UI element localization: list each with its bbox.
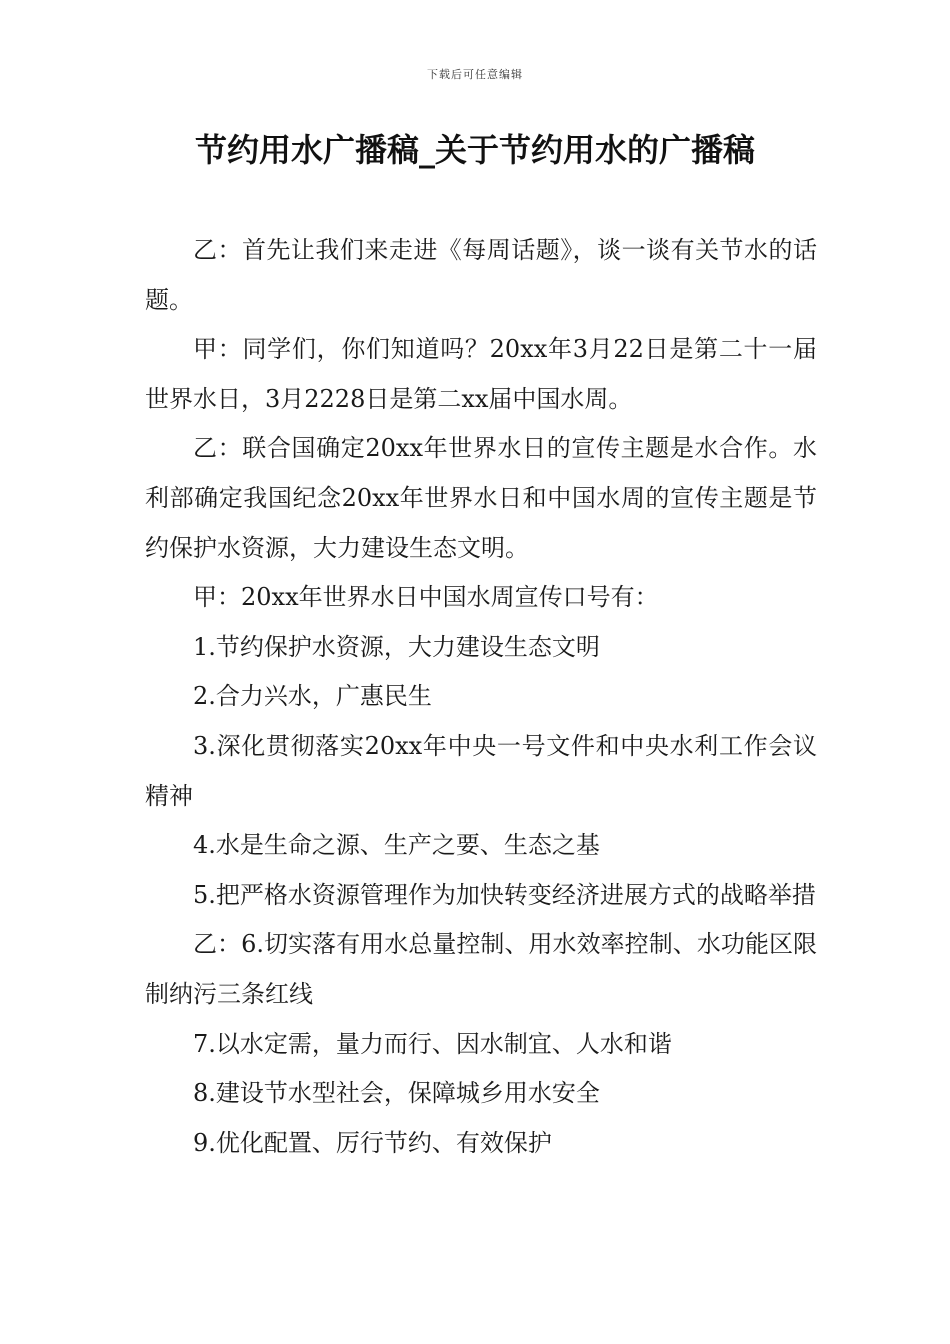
list-item: 4.水是生命之源、生产之要、生态之基: [193, 831, 600, 860]
document-title: 节约用水广播稿_关于节约用水的广播稿: [194, 131, 755, 169]
paragraph: 乙：联合国确定20xx年世界水日的宣传主题是水合作。水利部确定我国纪念20xx年世界水日和中国水周的宣传主题是节约保护水资源，大力建设生态文明。: [145, 434, 817, 562]
paragraph: 乙：首先让我们来走进《每周话题》，谈一谈有关节水的话题。: [145, 236, 817, 314]
list-item: 乙：6.切实落有用水总量控制、用水效率控制、水功能区限制纳污三条红线: [145, 930, 817, 1008]
document-body: [145, 226, 817, 1168]
paragraph: 甲：同学们，你们知道吗？20xx年3月22日是第二十一届世界水日，3月2228日是第二xx届中国水周。: [145, 335, 817, 413]
list-item: 2.合力兴水，广惠民生: [193, 682, 432, 711]
list-item: 3.深化贯彻落实20xx年中央一号文件和中央水利工作会议精神: [145, 731, 817, 810]
header-note: 下载后可任意编辑: [427, 68, 523, 81]
list-item: 5.把严格水资源管理作为加快转变经济进展方式的战略举措: [193, 880, 816, 909]
list-item: 8.建设节水型社会，保障城乡用水安全: [193, 1079, 600, 1108]
list-item: 7.以水定需，量力而行、因水制宜、人水和谐: [193, 1029, 672, 1058]
list-item: 9.优化配置、厉行节约、有效保护: [193, 1128, 552, 1157]
list-item: 1.节约保护水资源，大力建设生态文明: [193, 632, 600, 661]
paragraph: 甲：20xx年世界水日中国水周宣传口号有：: [193, 583, 659, 612]
